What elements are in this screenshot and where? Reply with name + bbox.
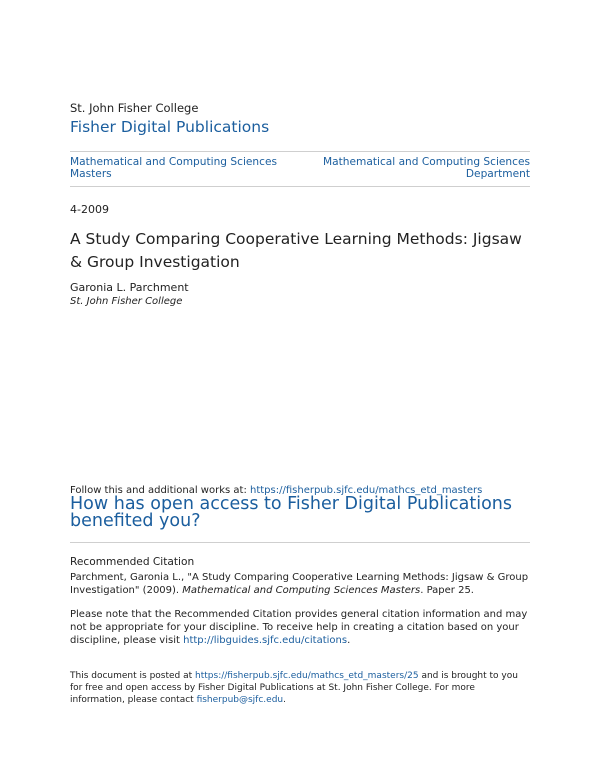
open-access-feedback-link[interactable]: How has open access to Fisher Digital Publications benefited you? bbox=[70, 494, 512, 531]
category-department-link[interactable]: Mathematical and Computing Sciences Department bbox=[323, 156, 530, 180]
document-title: A Study Comparing Cooperative Learning Methods: Jigsaw & Group Investigation bbox=[70, 230, 522, 271]
repository-link[interactable]: Fisher Digital Publications bbox=[70, 118, 270, 136]
posting-notice: This document is posted at https://fisherpub.sjfc.edu/mathcs_etd_masters/25 and is brought to you for free and open access by Fisher Digital Publications at St. John Fisher College. For more information, please contact fisherpub@sjfc.edu. bbox=[70, 671, 518, 705]
citations-guide-link[interactable]: http://libguides.sjfc.edu/citations bbox=[183, 635, 348, 646]
recommended-citation-heading: Recommended Citation bbox=[70, 556, 195, 568]
citation-series: Mathematical and Computing Sciences Masters bbox=[182, 585, 421, 596]
contact-email-link[interactable]: fisherpub@sjfc.edu bbox=[196, 695, 284, 705]
author-name: Garonia L. Parchment bbox=[70, 281, 189, 294]
citation-note: Please note that the Recommended Citation provides general citation information and may not be appropriate for your discipline. To receive help in creating a citation based on your discipline, please visit http://libguides.sjfc.edu/citations. bbox=[70, 609, 528, 646]
document-url-link[interactable]: https://fisherpub.sjfc.edu/mathcs_etd_masters/25 bbox=[195, 671, 419, 681]
author-affiliation: St. John Fisher College bbox=[70, 296, 183, 307]
follow-prefix: Follow this and additional works at: bbox=[70, 485, 250, 496]
divider-open-access bbox=[70, 542, 530, 543]
divider-top bbox=[70, 151, 530, 152]
publication-date: 4-2009 bbox=[70, 203, 109, 216]
recommended-citation-text: Parchment, Garonia L., "A Study Comparing Cooperative Learning Methods: Jigsaw & Group Investigation" (2009). Mathematical and Computing Sciences Masters. Paper 25. bbox=[70, 572, 529, 596]
category-masters-link[interactable]: Mathematical and Computing Sciences Masters bbox=[70, 156, 277, 180]
divider-categories bbox=[70, 186, 530, 187]
follow-url-link[interactable]: https://fisherpub.sjfc.edu/mathcs_etd_masters bbox=[250, 485, 483, 496]
institution-name: St. John Fisher College bbox=[70, 101, 199, 115]
